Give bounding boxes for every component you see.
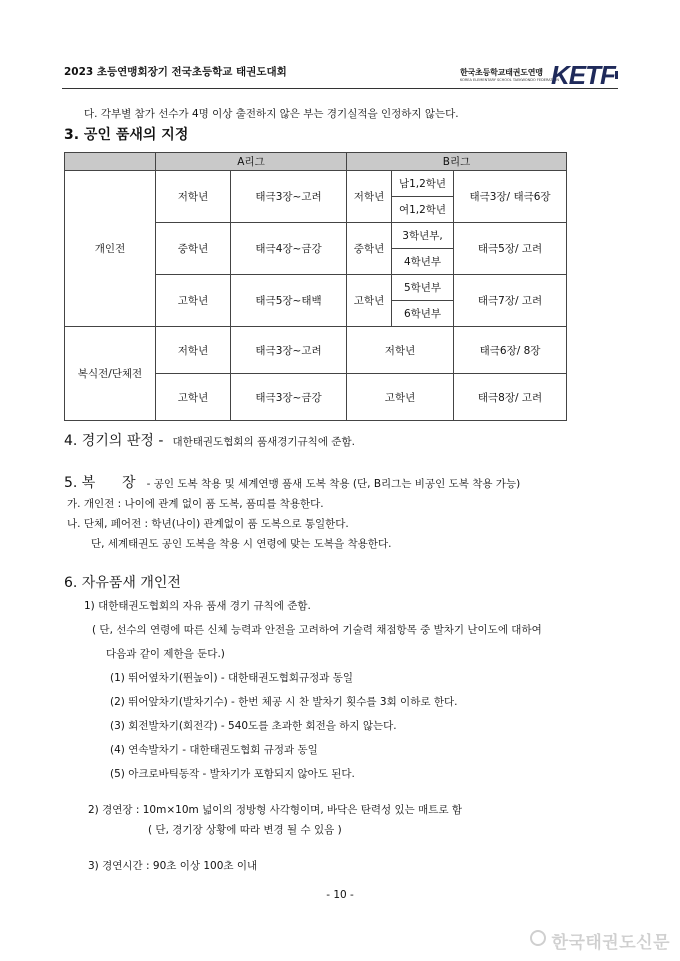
section5 xyxy=(64,472,520,492)
group-label-individual: 개인전 xyxy=(65,171,156,327)
section4-text: 대한태권도협회의 품새경기규칙에 준함. xyxy=(172,436,355,448)
document-header-title: 2023 초등연맹회장기 전국초등학교 태권도대회 xyxy=(64,66,287,78)
newspaper-watermark xyxy=(552,928,670,953)
kick-rule-item: (2) 뛰어앞차기(발차기수) - 한번 체공 시 찬 발차기 횟수를 3회 이하로 한다. xyxy=(110,696,458,708)
page-number: - 10 - xyxy=(326,889,354,901)
table-header-corner xyxy=(65,153,156,171)
b-pumsae-cell: 태극3장/ 태극6장 xyxy=(454,171,567,223)
section6-item2: 2) 경연장 : 10m×10m 넓이의 정방형 사각형이며, 바닥은 탄력성 있는 매트로 함 xyxy=(88,804,463,816)
b-grade-cell: 중학년 xyxy=(347,223,392,275)
section5-item: 나. 단체, 페어전 : 학년(나이) 관계없이 품 도복으로 통일한다. xyxy=(67,518,349,530)
kick-rule-item: (5) 아크로바틱동작 - 발차기가 포함되지 않아도 된다. xyxy=(110,768,355,780)
b-sub-cell: 여1,2학년 xyxy=(392,197,454,223)
section6-item3: 3) 경연시간 : 90초 이상 100초 이내 xyxy=(88,860,258,872)
b-sub-cell: 4학년부 xyxy=(392,249,454,275)
b-sub-cell: 6학년부 xyxy=(392,301,454,327)
section6-item1: 1) 대한태권도협회의 자유 품새 경기 규칙에 준함. xyxy=(84,600,311,612)
b-pumsae-cell: 태극7장/ 고려 xyxy=(454,275,567,327)
watermark-text: 한국태권도신문 xyxy=(551,933,670,953)
section4-heading: 4. 경기의 판정 - xyxy=(64,433,164,449)
kick-rule-item: (1) 뛰어옆차기(뛴높이) - 대한태권도협회규정과 동일 xyxy=(110,672,354,684)
b-pumsae-cell: 태극8장/ 고려 xyxy=(454,374,567,421)
a-grade-cell: 저학년 xyxy=(156,327,231,374)
table-row xyxy=(65,171,567,197)
section3-heading: 3. 공인 품새의 지정 xyxy=(64,127,189,143)
section5-text: - 공인 도복 착용 및 세계연맹 품새 도복 착용 (단, B리그는 비공인 도복 착용 가능) xyxy=(146,478,521,490)
table-row xyxy=(65,327,567,374)
section6-heading: 6. 자유품새 개인전 xyxy=(64,575,181,591)
section6-item2-note: ( 단, 경기장 상황에 따라 변경 될 수 있음 ) xyxy=(148,824,342,836)
watermark-logo-icon xyxy=(530,930,546,946)
logo-accent xyxy=(615,71,618,79)
group-label-team: 복식전/단체전 xyxy=(65,327,156,421)
b-grade-cell: 저학년 xyxy=(347,171,392,223)
a-pumsae-cell: 태극5장~태백 xyxy=(231,275,347,327)
b-sub-cell: 3학년부, xyxy=(392,223,454,249)
a-pumsae-cell: 태극3장~고려 xyxy=(231,171,347,223)
a-grade-cell: 저학년 xyxy=(156,171,231,223)
table-header-b-league: B리그 xyxy=(347,153,567,171)
pumsae-table xyxy=(64,152,567,421)
section5-item: 단, 세계태권도 공인 도복을 착용 시 연령에 맞는 도복을 착용한다. xyxy=(91,538,392,550)
b-pumsae-cell: 태극6장/ 8장 xyxy=(454,327,567,374)
logo-org-name-en: KOREA ELEMENTARY SCHOOL TAEKWONDO FEDERATION xyxy=(460,78,559,82)
section4 xyxy=(64,430,355,450)
a-grade-cell: 중학년 xyxy=(156,223,231,275)
header-divider xyxy=(62,88,618,89)
section6-note-line1: ( 단, 선수의 연령에 따른 신체 능력과 안전을 고려하여 기술력 채점항목 중 발차기 난이도에 대하여 xyxy=(92,624,542,636)
a-pumsae-cell: 태극3장~고려 xyxy=(231,327,347,374)
logo-mark: KETF xyxy=(551,60,615,90)
a-grade-cell: 고학년 xyxy=(156,275,231,327)
b-grade-cell: 저학년 xyxy=(347,327,454,374)
table-header-a-league: A리그 xyxy=(156,153,347,171)
b-grade-cell: 고학년 xyxy=(347,275,392,327)
federation-logo xyxy=(452,60,622,90)
kick-rule-item: (3) 회전발차기(회전각) - 540도를 초과한 회전을 하지 않는다. xyxy=(110,720,397,732)
table-header-row xyxy=(65,153,567,171)
section5-item: 가. 개인전 : 나이에 관계 없이 품 도복, 품띠를 착용한다. xyxy=(67,498,324,510)
b-sub-cell: 5학년부 xyxy=(392,275,454,301)
kick-rule-item: (4) 연속발차기 - 대한태권도협회 규정과 동일 xyxy=(110,744,318,756)
a-pumsae-cell: 태극3장~금강 xyxy=(231,374,347,421)
logo-org-name: 한국초등학교태권도연맹 xyxy=(460,68,543,77)
intro-text: 다. 각부별 참가 선수가 4명 이상 출전하지 않은 부는 경기실적을 인정하지 않는다. xyxy=(84,108,459,120)
a-pumsae-cell: 태극4장~금강 xyxy=(231,223,347,275)
section5-heading: 5. 복 장 xyxy=(64,475,136,491)
a-grade-cell: 고학년 xyxy=(156,374,231,421)
section6-note-line2: 다음과 같이 제한을 둔다.) xyxy=(106,648,225,660)
b-grade-cell: 고학년 xyxy=(347,374,454,421)
b-pumsae-cell: 태극5장/ 고려 xyxy=(454,223,567,275)
b-sub-cell: 남1,2학년 xyxy=(392,171,454,197)
